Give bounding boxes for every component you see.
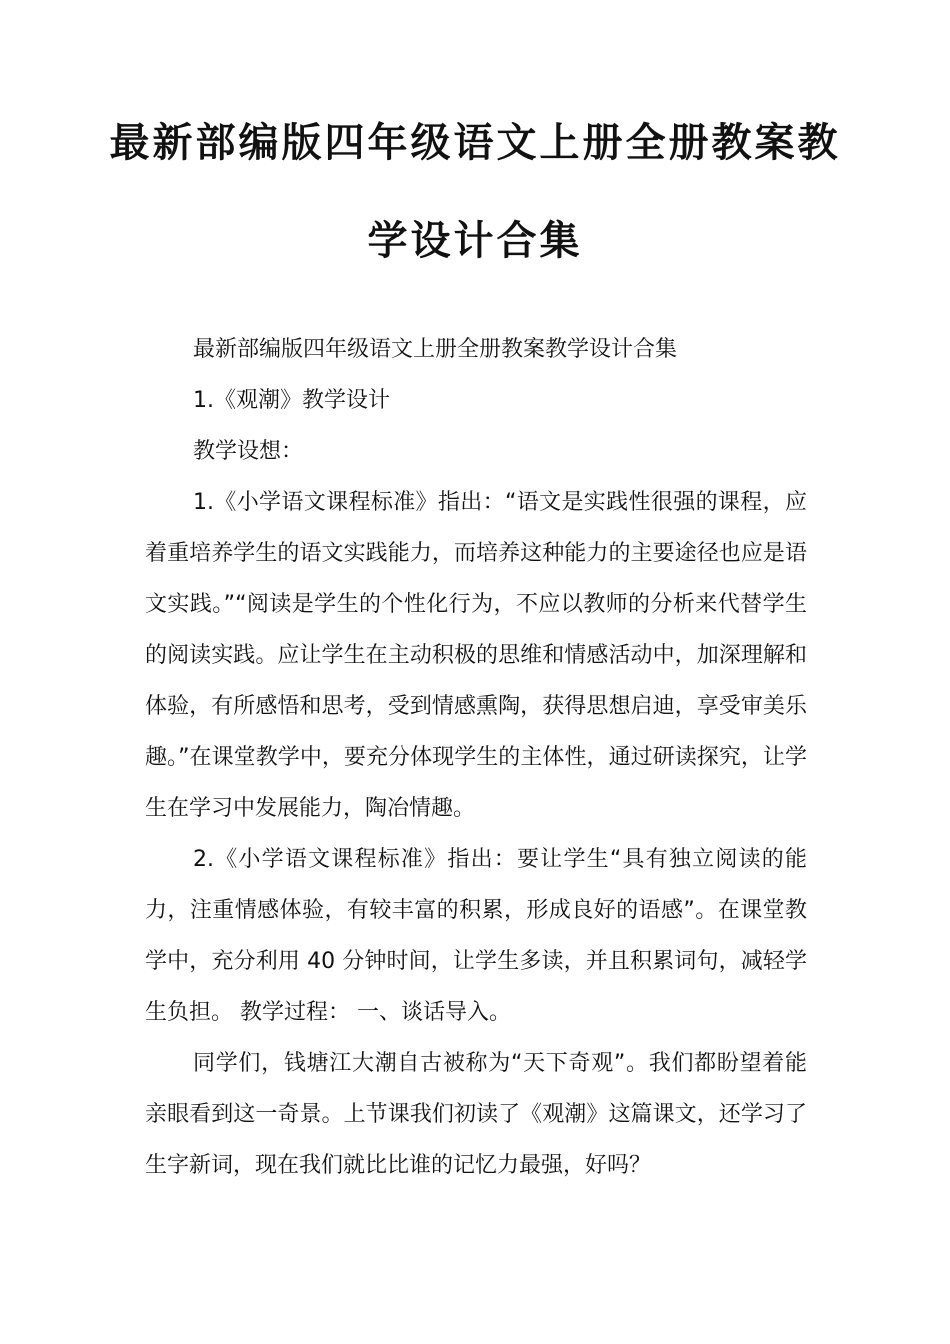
paragraph-section-heading: 教学设想： [193,439,304,464]
paragraph-intro: 同学们，钱塘江大潮自古被称为“天下奇观”。我们都盼望着能亲眼看到这一奇景。上节课我们初读了《观潮》这篇课文，还学习了生字新词，现在我们就比比谁的记忆力最强，好吗？ [145,1051,807,1178]
document-title-line-1: 最新部编版四年级语文上册全册教案教 [109,119,841,166]
paragraph-point-1: 1.《小学语文课程标准》指出：“语文是实践性很强的课程，应着重培养学生的语文实践能力，而培养这种能力的主要途径也应是语文实践。”“阅读是学生的个性化行为，不应以教师的分析来代替学生的阅读实践。应让学生在主动积极的思维和情感活动中，加深理解和体验，有所感悟和思考，受到情感熏陶，获得思想启迪，享受审美乐趣。”在课堂教学中，要充分体现学生的主体性，通过研读探究，让学生在学习中发展能力，陶冶情趣。 [145,490,807,821]
paragraph-lesson-heading: 1.《观潮》教学设计 [193,388,390,413]
paragraph-point-2: 2.《小学语文课程标准》指出：要让学生“具有独立阅读的能力，注重情感体验，有较丰富的积累，形成良好的语感”。在课堂教学中，充分利用 40 分钟时间，让学生多读，并且积累词句，减轻学生负担。 教学过程： 一、谈话导入。 [145,847,807,1025]
document-body [145,324,807,1191]
document-title-line-2: 学设计合集 [367,217,583,264]
paragraph-subtitle: 最新部编版四年级语文上册全册教案教学设计合集 [193,337,678,362]
